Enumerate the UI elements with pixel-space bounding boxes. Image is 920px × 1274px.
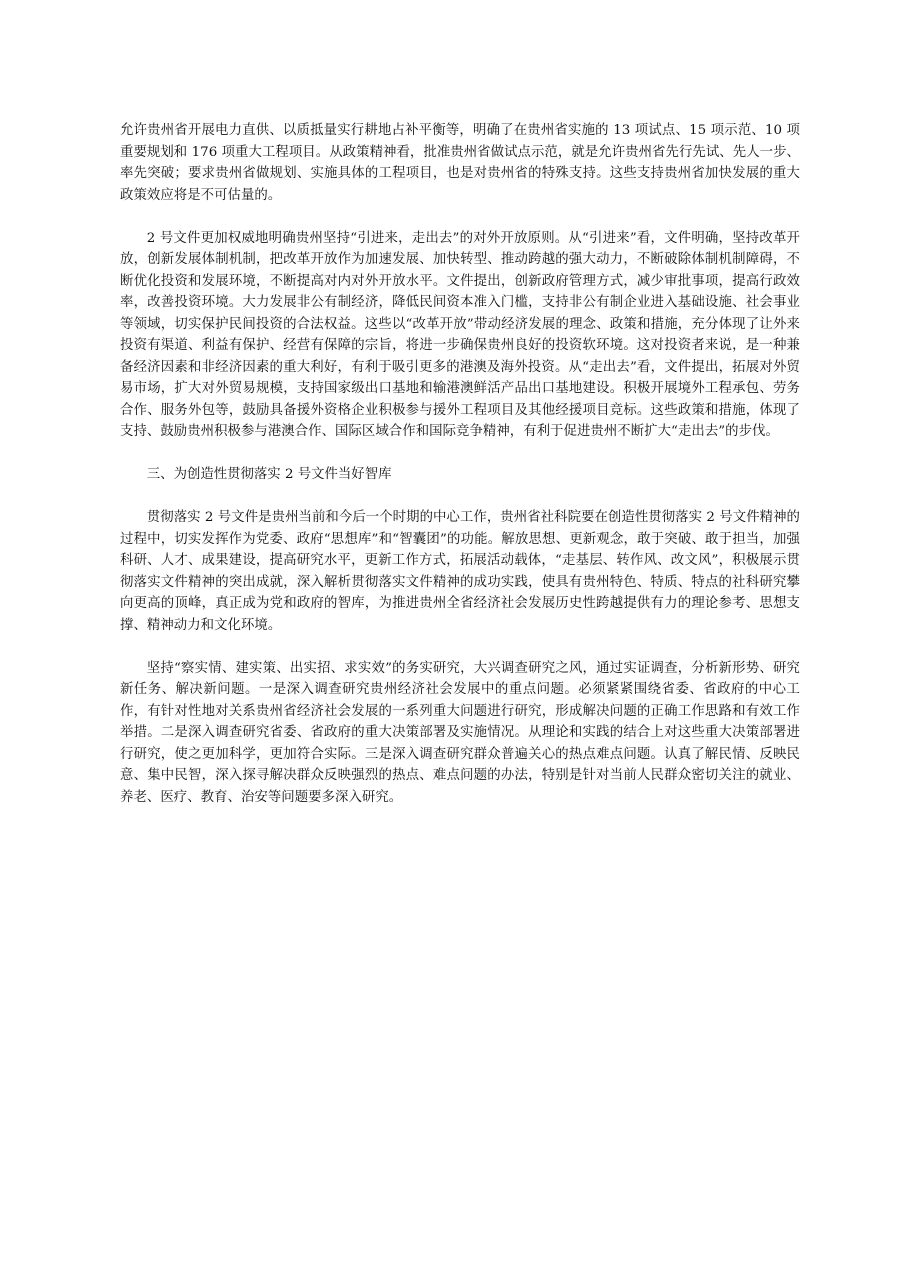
section-heading: 三、为创造性贯彻落实 2 号文件当好智库 (146, 467, 392, 482)
document-page (120, 120, 800, 808)
paragraph-opening-up: 2 号文件更加权威地明确贵州坚持“引进来，走出去”的对外开放原则。从“引进来”看，文件明确，坚持改革开放，创新发展体制机制，把改革开放作为加速发展、加快转型、推动跨越的强大动力，不断破除体制机制障碍，不断优化投资和发展环境，不断提高对内对外开放水平。文件提出，创新政府管理方式，减少审批事项，提高行政效率，改善投资环境。大力发展非公有制经济，降低民间资本准入门槛，支持非公有制企业进入基础设施、社会事业等领域，切实保护民间投资的合法权益。这些以“改革开放”带动经济发展的理念、政策和措施，充分体现了让外来投资有渠道、利益有保护、经营有保障的宗旨，将进一步确保贵州良好的投资软环境。这对投资者来说，是一种兼备经济因素和非经济因素的重大利好，有利于吸引更多的港澳及海外投资。从“走出去”看，文件提出，拓展对外贸易市场，扩大对外贸易规模，支持国家级出口基地和输港澳鲜活产品出口基地建设。积极开展境外工程承包、劳务合作、服务外包等，鼓励具备援外资格企业积极参与援外工程项目及其他经援项目竞标。这些政策和措施，体现了支持、鼓励贵州积极参与港澳合作、国际区域合作和国际竞争精神，有利于促进贵州不断扩大“走出去”的步伐。 (120, 230, 800, 439)
paragraph-think-tank: 贯彻落实 2 号文件是贵州当前和今后一个时期的中心工作，贵州省社科院要在创造性贯彻落实 2 号文件精神的过程中，切实发挥作为党委、政府“思想库”和“智囊团”的功能。解放思想、更新观念，敢于突破、敢于担当，加强科研、人才、成果建设，提高研究水平，更新工作方式，拓展活动载体，“走基层、转作风、改文风”，积极展示贯彻落实文件精神的突出成就，深入解析贯彻落实文件精神的成功实践，使具有贵州特色、特质、特点的社科研究攀向更高的顶峰，真正成为党和政府的智库，为推进贵州全省经济社会发展历史性跨越提供有力的理论参考、思想支撑、精神动力和文化环境。 (120, 510, 800, 633)
paragraph-practical-research: 坚持“察实情、建实策、出实招、求实效”的务实研究，大兴调查研究之风，通过实证调查，分析新形势、研究新任务、解决新问题。一是深入调查研究贵州经济社会发展中的重点问题。必须紧紧围绕省委、省政府的中心工作，有针对性地对关系贵州省经济社会发展的一系列重大问题进行研究，形成解决问题的正确工作思路和有效工作举措。二是深入调查研究省委、省政府的重大决策部署及实施情况。从理论和实践的结合上对这些重大决策部署进行研究，使之更加科学，更加符合实际。三是深入调查研究群众普遍关心的热点难点问题。认真了解民情、反映民意、集中民智，深入探寻解决群众反映强烈的热点、难点问题的办法，特别是针对当前人民群众密切关注的就业、养老、医疗、教育、治安等问题要多深入研究。 (120, 660, 800, 805)
paragraph-policy-effects: 允许贵州省开展电力直供、以质抵量实行耕地占补平衡等，明确了在贵州省实施的 13 项试点、15 项示范、10 项重要规划和 176 项重大工程项目。从政策精神看，批准贵州省做试点示范，就是允许贵州省先行先试、先人一步、率先突破；要求贵州省做规划、实施具体的工程项目，也是对贵州省的特殊支持。这些支持贵州省加快发展的重大政策效应将是不可估量的。 (120, 123, 800, 203)
